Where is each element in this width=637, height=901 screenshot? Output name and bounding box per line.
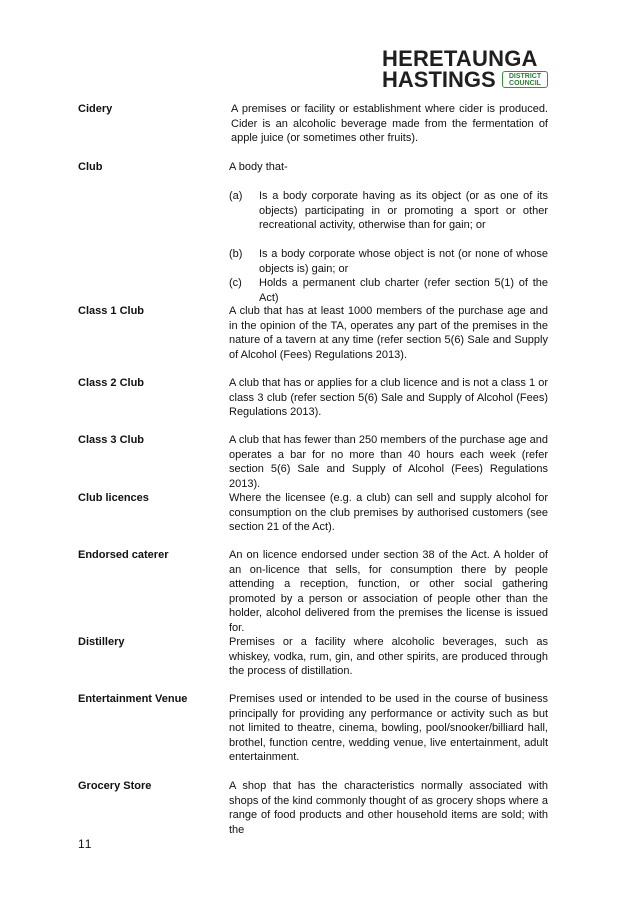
club-list-item-b — [229, 247, 548, 277]
list-item-text: Holds a permanent club charter (refer section 5(1) of the Act) — [259, 277, 548, 304]
list-item-text: Is a body corporate whose object is not (or none of whose objects is) gain; or — [259, 248, 548, 275]
definition-class-1-club: A club that has at least 1000 members of the purchase age and in the opinion of the TA, operates any part of the premises in the nature of a tavern at any time (refer section 5(6) Sale and Supply of Alcohol (Fees) Regulations 2013). — [229, 305, 548, 361]
definition-class-2-club: A club that has or applies for a club licence and is not a class 1 or class 3 club (refer section 5(6) Sale and Supply of Alcohol (Fees) Regulations 2013). — [229, 377, 548, 418]
definition-endorsed-caterer: An on licence endorsed under section 38 of the Act. A holder of an on-licence that sells, for consumption there by people attending a reception, function, or other social gathering promoted by a person or association of people other than the holder, alcohol delivered from the premises the license is issued for. — [229, 549, 548, 634]
list-marker: (a) — [229, 190, 243, 202]
definition-club-licences: Where the licensee (e.g. a club) can sell and supply alcohol for consumption on the club premises by authorised customers (see section 21 of the Act). — [229, 492, 548, 533]
logo-badge-line2: COUNCIL — [509, 80, 541, 87]
term-endorsed-caterer: Endorsed caterer — [78, 549, 169, 561]
logo-badge-line1: DISTRICT — [508, 73, 542, 80]
list-marker: (c) — [229, 277, 242, 289]
term-grocery-store: Grocery Store — [78, 780, 152, 792]
council-logo — [382, 46, 550, 94]
term-distillery: Distillery — [78, 636, 125, 648]
logo-heretaunga-text: HERETAUNGA — [382, 46, 538, 71]
term-class-1-club: Class 1 Club — [78, 305, 145, 317]
definition-grocery-store: A shop that has the characteristics normally associated with shops of the kind commonly thought of as grocery shops where a range of food products and other household items are sold; with the — [229, 780, 548, 836]
definition-entertainment-venue: Premises used or intended to be used in the course of business principally for providing any performance or activity such as but not limited to theatre, cinema, bowling, pool/snooker/billiard hall, brothel, function centre, wedding venue, live entertainment, adult entertainment. — [229, 693, 548, 763]
term-entertainment-venue: Entertainment Venue — [78, 693, 188, 705]
page-number: 11 — [78, 837, 93, 851]
term-club-licences: Club licences — [78, 492, 149, 504]
term-cidery: Cidery — [78, 103, 113, 115]
list-marker: (b) — [229, 248, 243, 260]
term-class-3-club: Class 3 Club — [78, 434, 145, 446]
definition-cidery: A premises or facility or establishment where cider is produced. Cider is an alcoholic beverage made from the fermentation of apple juice (or sometimes other fruits). — [231, 103, 548, 144]
definition-class-3-club: A club that has fewer than 250 members of the purchase age and operates a bar for no more than 40 hours each week (refer section 5(6) Sale and Supply of Alcohol (Fees) Regulations 2013). — [229, 434, 548, 490]
list-item-text: Is a body corporate having as its object (or as one of its objects) participating in or promoting a sport or other recreational activity, otherwise than for gain; or — [259, 190, 548, 231]
club-list-item-c — [229, 276, 548, 304]
logo-hastings-text: HASTINGS — [382, 67, 496, 92]
logo-district-council-badge — [502, 71, 548, 88]
term-club: Club — [78, 161, 103, 173]
club-list-item-a — [229, 189, 548, 233]
term-class-2-club: Class 2 Club — [78, 377, 145, 389]
definition-club: A body that- — [229, 161, 288, 173]
definition-distillery: Premises or a facility where alcoholic beverages, such as whiskey, vodka, rum, gin, and other spirits, are produced through the process of distillation. — [229, 636, 548, 677]
